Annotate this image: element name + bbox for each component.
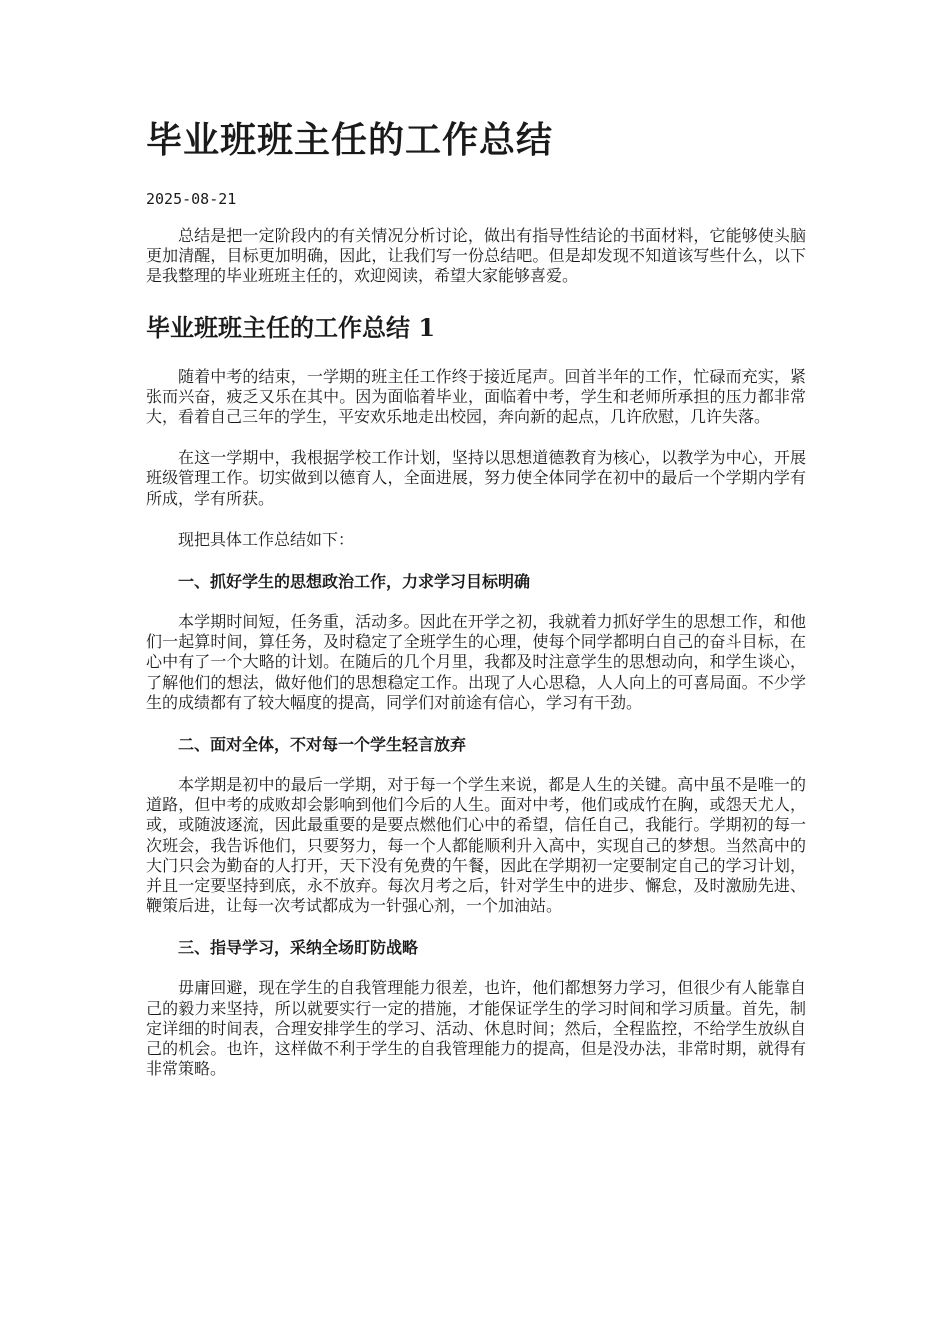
section-paragraph-3: 现把具体工作总结如下： <box>178 529 355 549</box>
section-paragraph-4: 本学期时间短，任务重，活动多。因此在开学之初，我就着力抓好学生的思想工作，和他们一起算时间，算任务，及时稳定了全班学生的心理，使每个同学都明白自己的奋斗目标，在心中有了一个大略的计划。在随后的几个月里，我都及时注意学生的思想动向，和学生谈心，了解他们的想法，做好他们的思想稳定工作。出现了人心思稳，人人向上的可喜局面。不少学生的成绩都有了较大幅度的提高，同学们对前途有信心，学习有干劲。 <box>146 612 806 712</box>
section-paragraph-2: 在这一学期中，我根据学校工作计划，坚持以思想道德教育为核心，以教学为中心，开展班级管理工作。切实做到以德育人，全面进展，努力使全体同学在初中的最后一个学期内学有所成，学有所获。 <box>146 448 806 508</box>
section-paragraph-1: 随着中考的结束，一学期的班主任工作终于接近尾声。回首半年的工作，忙碌而充实，紧张而兴奋，疲乏又乐在其中。因为面临着毕业，面临着中考，学生和老师所承担的压力都非常大，看着自己三年的学生，平安欢乐地走出校园，奔向新的起点，几许欣慰，几许失落。 <box>146 366 806 427</box>
section-paragraph-5: 本学期是初中的最后一学期，对于每一个学生来说，都是人生的关键。高中虽不是唯一的道路，但中考的成败却会影响到他们今后的人生。面对中考，他们或成竹在胸，或怨天尤人，或，或随波逐流，因此最重要的是要点燃他们心中的希望，信任自己，我能行。学期初的每一次班会，我告诉他们，只要努力，每一个人都能顺利升入高中，实现自己的梦想。当然高中的大门只会为勤奋的人打开，天下没有免费的午餐，因此在学期初一定要制定自己的学习计划，并且一定要坚持到底，永不放弃。每次月考之后，针对学生中的进步、懈怠，及时激励先进、鞭策后进，让每一次考试都成为一针强心剂，一个加油站。 <box>146 775 806 916</box>
subheading-2: 二、面对全体，不对每一个学生轻言放弃 <box>178 735 467 755</box>
subheading-3: 三、指导学习，采纳全场盯防战略 <box>178 938 419 958</box>
document-page <box>146 112 806 1100</box>
document-date: 2025-08-21 <box>146 190 237 208</box>
intro-paragraph: 总结是把一定阶段内的有关情况分析讨论，做出有指导性结论的书面材料，它能够使头脑更加清醒，目标更加明确，因此，让我们写一份总结吧。但是却发现不知道该写些什么，以下是我整理的毕业班班主任的，欢迎阅读，希望大家能够喜爱。 <box>146 226 806 286</box>
subheading-1: 一、抓好学生的思想政治工作，力求学习目标明确 <box>178 572 531 592</box>
document-title: 毕业班班主任的工作总结 <box>146 119 554 161</box>
section-title: 毕业班班主任的工作总结 1 <box>146 312 436 342</box>
section-paragraph-6: 毋庸回避，现在学生的自我管理能力很差，也许，他们都想努力学习，但很少有人能靠自己的毅力来坚持，所以就要实行一定的措施，才能保证学生的学习时间和学习质量。首先，制定详细的时间表，合理安排学生的学习、活动、休息时间；然后，全程监控，不给学生放纵自己的机会。也许，这样做不利于学生的自我管理能力的提高，但是没办法，非常时期，就得有非常策略。 <box>146 978 806 1079</box>
